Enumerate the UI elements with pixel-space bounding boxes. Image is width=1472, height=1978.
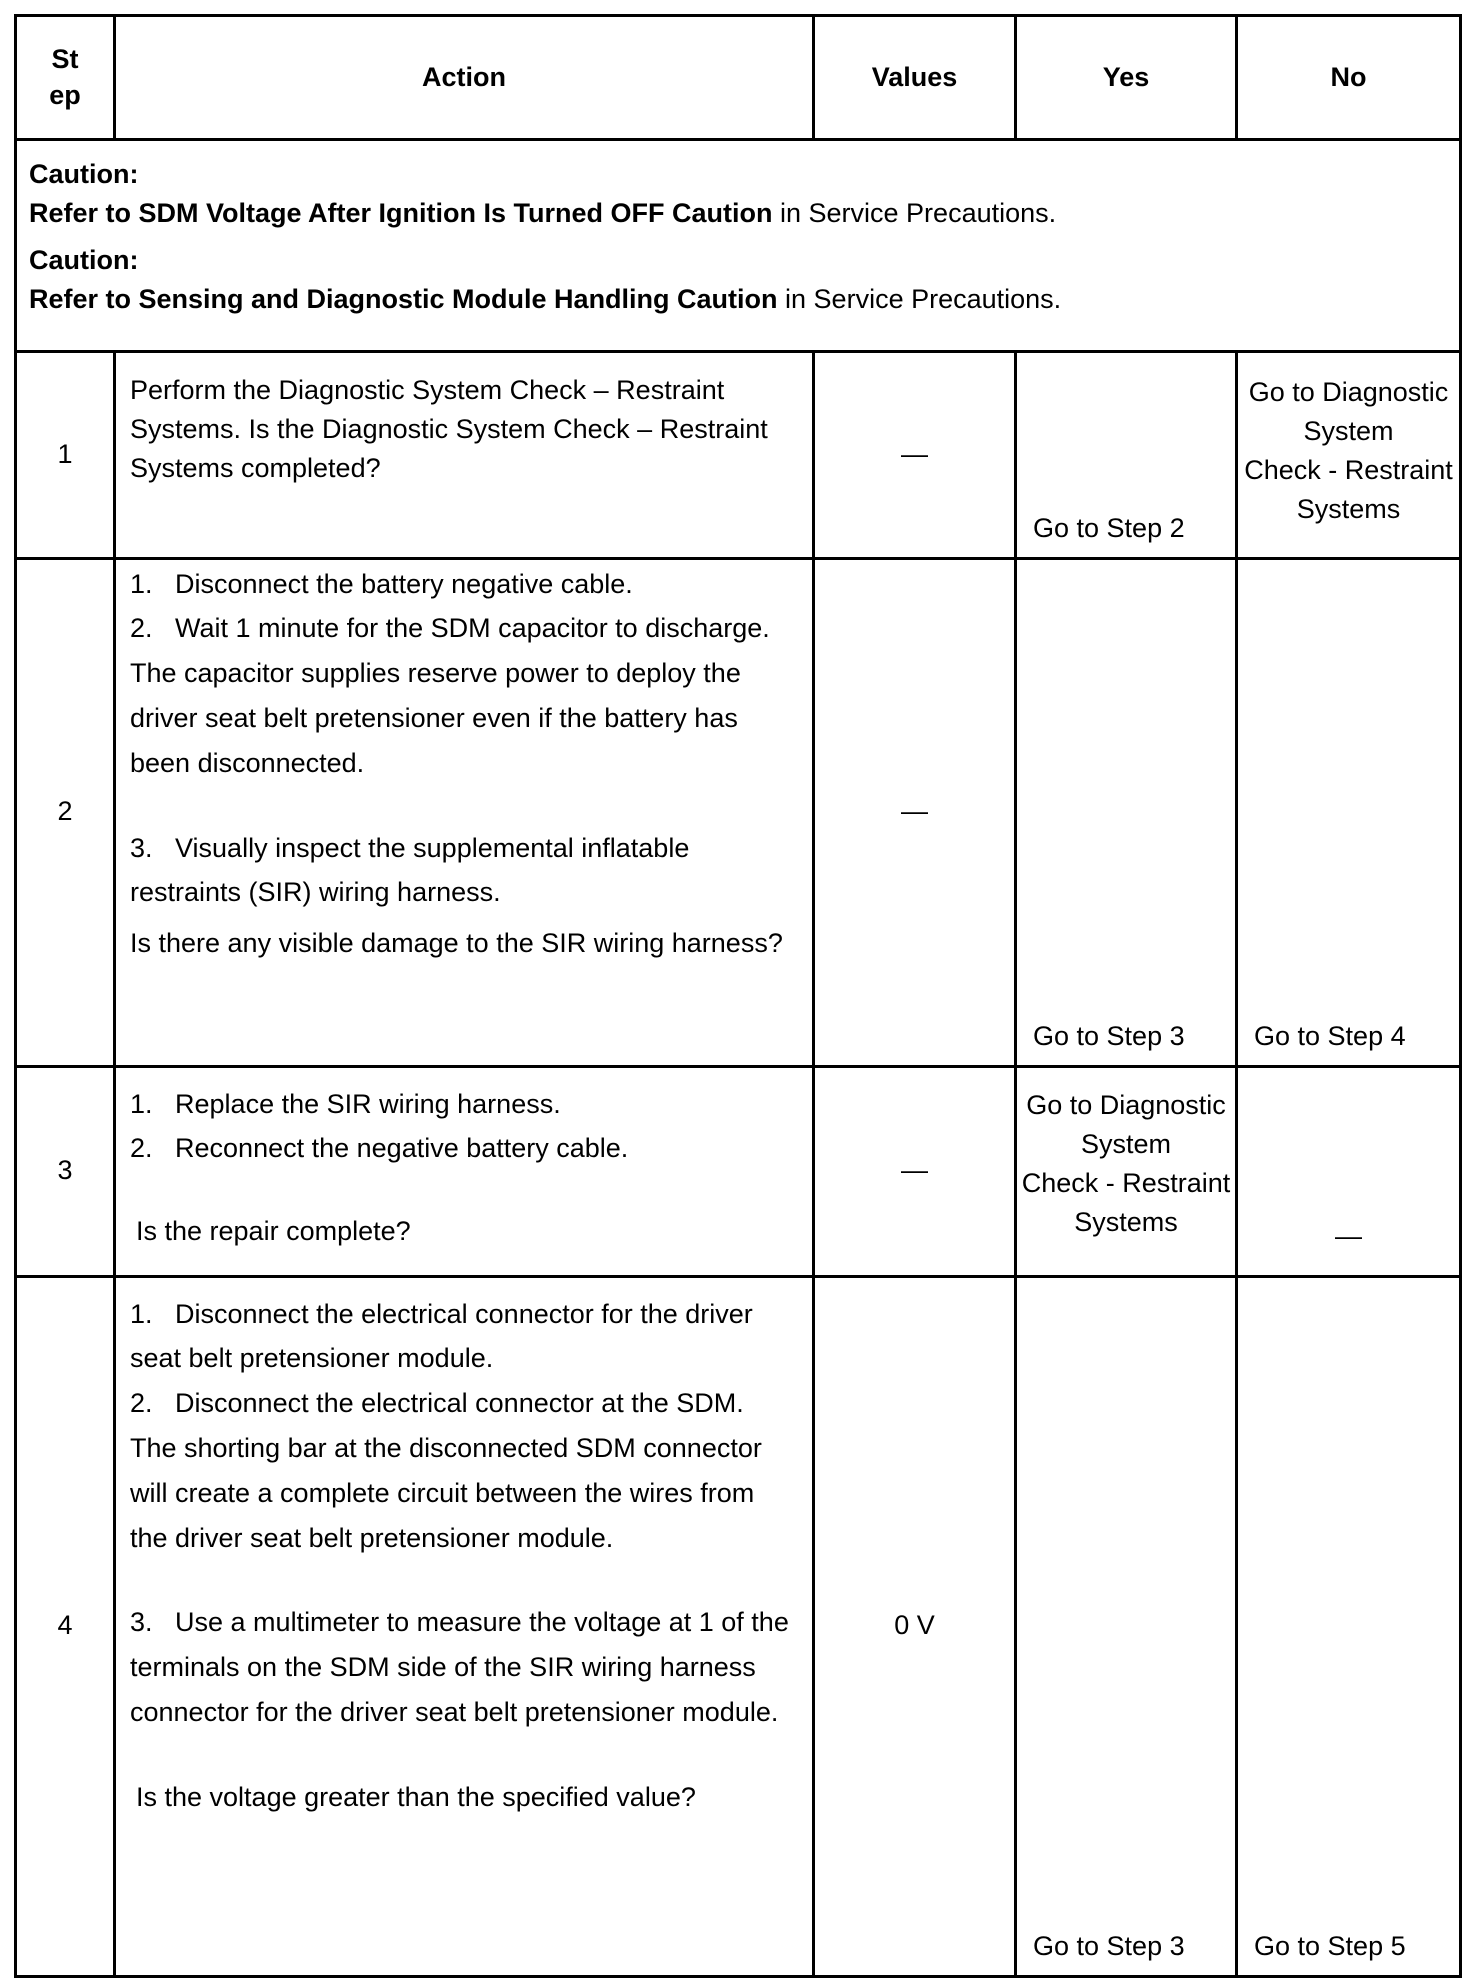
diagnostic-table [14,14,1462,1978]
action-item: 2. Reconnect the negative battery cable. [130,1133,629,1164]
action-item: 1. Replace the SIR wiring harness. [130,1088,561,1119]
header-step-line2: ep [49,79,81,110]
caution-tail-text: in Service Precautions. [772,198,1057,229]
action-item: 3. Use a multimeter to measure the voltage at 1 of the terminals on the SDM side of the SIR wiring harness connector for the driver seat belt pretensioner module. [130,1607,789,1728]
step-row-3 [16,1066,1461,1276]
link-line: Check - Restraint [1244,454,1453,485]
values-cell: 0 V [814,1276,1016,1976]
link-line: Systems [1296,493,1401,524]
caution-row [16,140,1461,352]
step-number: 4 [16,1276,115,1976]
action-note: The shorting bar at the disconnected SDM connector will create a complete circuit between the wires from the driver seat belt pretensioner module. [130,1433,762,1553]
yes-cell [1016,351,1237,558]
action-cell [115,1276,814,1976]
caution-label: Caution: [29,159,139,189]
go-to-diagnostic-link[interactable] [1238,373,1459,530]
caution-text [29,280,1445,319]
link-line: Go to Diagnostic [1026,1089,1226,1120]
action-text: Perform the Diagnostic System Check – Restraint Systems. Is the Diagnostic System Check – Restraint Systems completed? [130,374,768,483]
go-to-step-link[interactable]: Go to Step 2 [1033,512,1185,543]
link-line: Go to Diagnostic [1248,376,1449,407]
header-row [16,16,1461,140]
link-line: System [1303,415,1394,446]
no-cell [1237,558,1461,1066]
action-question: Is the repair complete? [136,1216,411,1247]
caution-text [29,194,1445,233]
header-step-line1: St [51,43,79,74]
go-to-step-link[interactable]: Go to Step 3 [1033,1930,1185,1961]
spacer [130,786,798,826]
link-line: Check - Restraint [1021,1167,1231,1198]
caution-label: Caution: [29,245,139,276]
caution-cell [16,140,1461,352]
no-cell [1237,1066,1461,1276]
go-to-step-link[interactable]: Go to Step 5 [1254,1930,1406,1961]
action-question: Is there any visible damage to the SIR wiring harness? [130,928,783,959]
action-cell [115,351,814,558]
step-row-4 [16,1276,1461,1976]
header-values: Values [814,16,1016,140]
action-cell [115,558,814,1066]
action-item: 2. Wait 1 minute for the SDM capacitor to discharge. [130,613,770,644]
no-cell [1237,1276,1461,1976]
values-cell: — [814,558,1016,1066]
action-item: 1. Disconnect the battery negative cable. [130,568,633,599]
caution-bold-text: Refer to SDM Voltage After Ignition Is Turned OFF Caution [29,198,773,229]
spacer [130,1560,798,1600]
action-item: 2. Disconnect the electrical connector at the SDM. [130,1388,744,1419]
spacer [130,1171,798,1209]
step-row-1 [16,351,1461,558]
header-step [16,16,115,140]
link-line: System [1080,1128,1172,1159]
go-to-diagnostic-link[interactable] [1017,1086,1235,1243]
link-line: Systems [1074,1206,1178,1237]
go-to-step-link[interactable]: Go to Step 4 [1254,1020,1406,1051]
header-no: No [1237,16,1461,140]
go-to-step-link[interactable]: Go to Step 3 [1033,1020,1185,1051]
step-row-2 [16,558,1461,1066]
no-dash: — [1335,1220,1362,1251]
spacer [130,1735,798,1775]
values-cell: — [814,1066,1016,1276]
action-question: Is the voltage greater than the specified value? [136,1781,696,1812]
action-cell [115,1066,814,1276]
step-number: 1 [16,351,115,558]
step-number: 3 [16,1066,115,1276]
yes-cell [1016,558,1237,1066]
action-item: 3. Visually inspect the supplemental inflatable restraints (SIR) wiring harness. [130,832,690,908]
step-number: 2 [16,558,115,1066]
caution-tail-text: in Service Precautions. [777,284,1062,315]
no-cell [1237,351,1461,558]
header-yes: Yes [1016,16,1237,140]
header-action: Action [115,16,814,140]
yes-cell [1016,1276,1237,1976]
values-cell: — [814,351,1016,558]
caution-bold-text: Refer to Sensing and Diagnostic Module Handling Caution [29,284,778,315]
action-item: 1. Disconnect the electrical connector for the driver seat belt pretensioner module. [130,1298,753,1374]
yes-cell [1016,1066,1237,1276]
action-note: The capacitor supplies reserve power to deploy the driver seat belt pretensioner even if the battery has been disconnected. [130,658,741,778]
